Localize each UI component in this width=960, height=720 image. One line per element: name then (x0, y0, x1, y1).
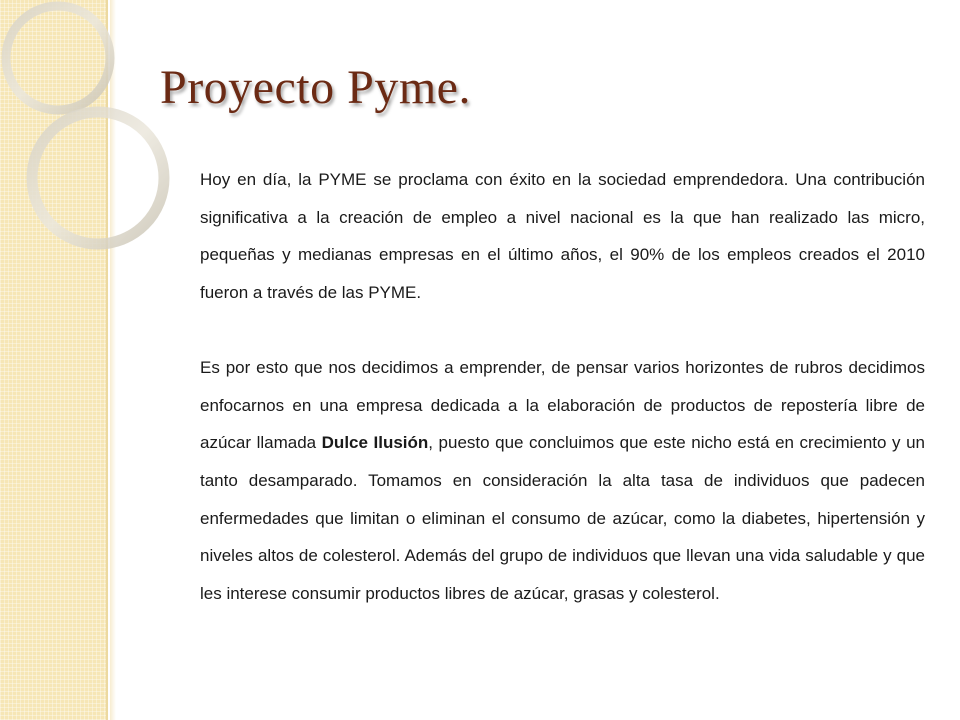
slide-body (200, 161, 925, 613)
paragraph-venture-start: Es por esto que nos decidimos a emprender, de pensar varios horizontes de rubros decidimos enfocarnos en una empresa dedicada a la elaboración de productos de repostería libre de azúcar llamada (200, 357, 925, 453)
paragraph-venture-end: , puesto que concluimos que este nicho está en crecimiento y un tanto desamparado. Tomamos en consideración la alta tasa de individuos que padecen enfermedades que limitan o eliminan el consumo de azúcar, como la diabetes, hipertensión y niveles altos de colesterol. Además del grupo de individuos que llevan una vida saludable y que les interese consumir productos libres de azúcar, grasas y colesterol. (200, 433, 925, 604)
ring-top-icon (6, 6, 110, 110)
brand-name: Dulce Ilusión (321, 433, 429, 453)
paragraph-venture (200, 349, 925, 613)
ring-bottom-icon (32, 112, 164, 244)
paragraph-intro: Hoy en día, la PYME se proclama con éxito en la sociedad emprendedora. Una contribución significativa a la creación de empleo a nivel nacional es la que han realizado las micro, pequeñas y medianas empresas en el último años, el 90% de los empleos creados el 2010 fueron a través de las PYME. (200, 170, 925, 303)
decorative-circles-icon (0, 0, 200, 260)
slide-title: Proyecto Pyme. (160, 61, 471, 114)
